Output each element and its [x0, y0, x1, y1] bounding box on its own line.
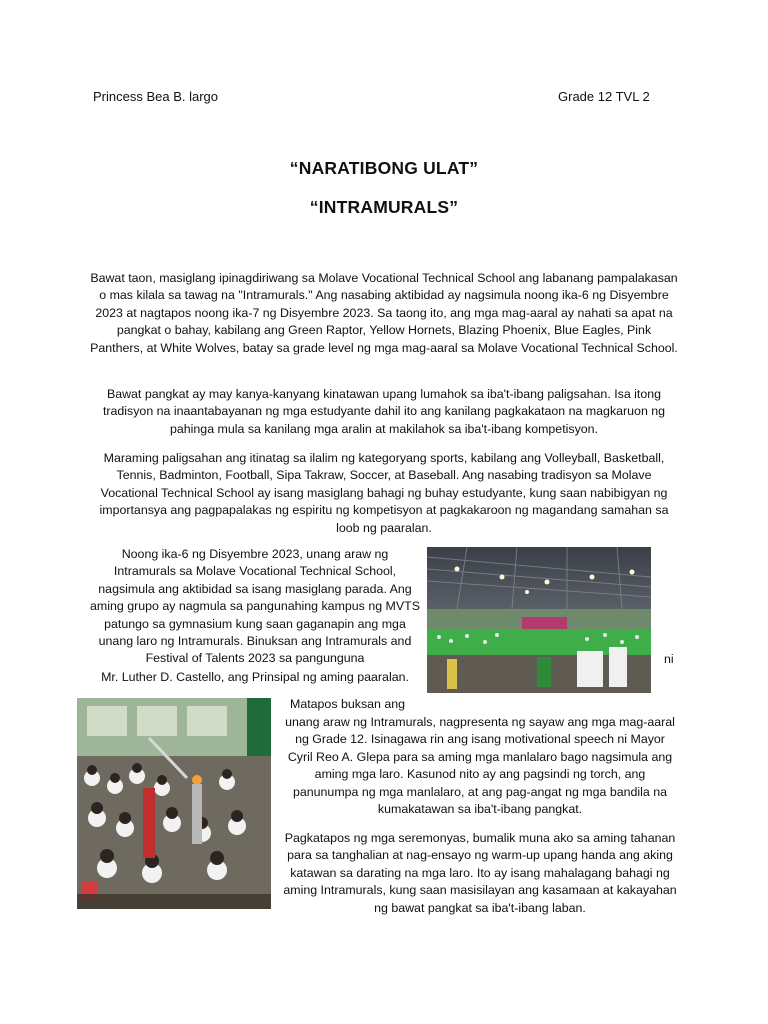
- paragraph-after-ceremony: Pagkatapos ng mga seremonyas, bumalik muna ako sa aming tahanan para sa tanghalian at nag-ensayo ng warm-up upang handa ang aking katawan sa darating na mga laro. Ito ay isang mahalagang bahagi ng aming Intramurals, kung saan masisilayan ang kasamaan at kakayahan ng bawat pangkat sa iba't-ibang laban.: [283, 831, 677, 915]
- paragraph-intro: Bawat taon, masiglang ipinagdiriwang sa Molave Vocational Technical School ang labanang pampalakasan o mas kilala sa tawag na "Intramurals." Ang nasabing aktibidad ay nagsimula noong ika-6 ng Disyembre 2023 at nagtapos noong ika-7 ng Disyembre 2023. Sa taong ito, ang mga mag-aaral ay nahati sa apat na pangkat o bahay, kabilang ang Green Raptor, Yellow Hornets, Blazing Phoenix, Blue Eagles, Pink Panthers, at White Wolves, batay sa grade level ng mga mag-aaral sa Molave Vocational Technical School.: [90, 271, 678, 355]
- report-type-title: “NARATIBONG ULAT”: [289, 158, 479, 178]
- report-topic-title: “INTRAMURALS”: [309, 197, 459, 217]
- paragraph-first-day: Noong ika-6 ng Disyembre 2023, unang araw ng Intramurals sa Molave Vocational Technical School, nagsimula ang aktibidad sa isang masiglang parada. Ang aming grupo ay nagmula sa pangunahing kampus ng MVTS patungo sa gymnasium kung saan gaganapin ang mga unang laro ng Intramurals. Binuksan ang Intramurals and Festival of Talents 2023 sa pangunguna: [90, 547, 420, 666]
- paragraph-principal: Mr. Luther D. Castello, ang Prinsipal ng aming paaralan.: [101, 670, 409, 684]
- torch-lighting-photo: [77, 698, 271, 909]
- paragraph-sports: Maraming paligsahan ang itinatag sa ilalim ng kategoryang sports, kabilang ang Volleyball, Basketball, Tennis, Badminton, Football, Sipa Takraw, Soccer, at Baseball. Ang nasabing tradisyon sa Molave Vocational Technical School ay isang masiglang bahagi ng buhay estudyante, kung saan nabibigyan ng importansya ang pagpapalakas ng espiritu ng kompetisyon at pagkakaroon ng magandang samahan sa loob ng paaralan.: [99, 451, 669, 535]
- grade-section: Grade 12 TVL 2: [558, 89, 650, 104]
- paragraph-opening-lead: Matapos buksan ang: [290, 697, 406, 711]
- gymnasium-crowd-photo: [427, 547, 651, 693]
- student-name: Princess Bea B. largo: [93, 89, 219, 104]
- paragraph-teams: Bawat pangkat ay may kanya-kanyang kinatawan upang lumahok sa iba't-ibang paligsahan. Isa itong tradisyon na inaantabayanan ng mga estudyante dahil ito ang kanilang pagkakataon na magkaruon ng pahinga mula sa kanilang mga aralin at makilahok sa iba't-ibang kompetisyon.: [102, 387, 666, 436]
- paragraph-opening: unang araw ng Intramurals, nagpresenta ng sayaw ang mga mag-aaral ng Grade 12. Isinagawa rin ang isang motivational speech ni Mayor Cyril Reo A. Glepa para sa aming mga manlalaro bago nagsimula ang aming mga laro. Kasunod nito ay ang pagsindi ng torch, ang panunumpa ng mga manlalaro, at ang pag-angat ng mga bandila na kumakatawan sa iba't-ibang pangkat.: [285, 715, 675, 817]
- paragraph-first-day-tail: ni: [664, 652, 674, 666]
